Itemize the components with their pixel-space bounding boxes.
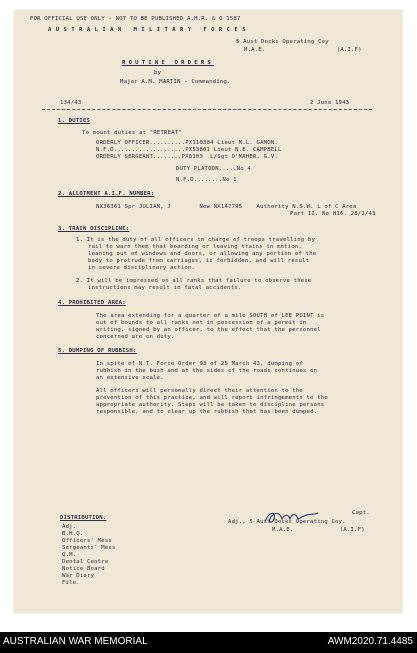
- distribution-item: Officers' Mess: [62, 538, 112, 544]
- unit-name: 5 Aust Docks Operating Coy: [236, 39, 329, 45]
- section-4-heading: 4. PROHIBITED AREA:: [58, 300, 126, 306]
- section-2-heading: 2. ALLOTMENT A.I.F. NUMBER:: [58, 191, 155, 197]
- paragraph-line: In spite of N.T. Force Order 93 of 25 March 43, dumping of: [96, 361, 303, 367]
- duty-row: ORDERLY OFFICER..........PX110384 Lieut M.L. GAMON.: [96, 140, 278, 146]
- distribution-item: Sergeants' Mess: [62, 545, 116, 551]
- paragraph-line: 1. It is the duty of all officers in charge of troops travelling by: [76, 237, 316, 243]
- duty-row: DUTY PLATOON.....No 4: [176, 166, 251, 172]
- distribution-item: Adj.: [62, 524, 77, 530]
- section-2-line: NX36361 Spr JULIAN, J New NX147795 Authority N.S.W. L of C Area: [96, 204, 357, 210]
- paragraph-line: concerned are on duty.: [96, 334, 175, 340]
- paragraph-line: All officers will personally direct their attention to the: [96, 388, 303, 394]
- paragraph-line: prevention of this practice, and will report infringements to the: [96, 395, 328, 401]
- paragraph-line: in severe disciplinary action.: [88, 265, 196, 271]
- section-2-line: Part II. No H16. 28/2/43: [290, 211, 376, 217]
- section-3-heading: 3. TRAIN DISCIPLINE:: [58, 226, 130, 232]
- paragraph-line: 2. It will be impressed on all ranks that failure to observe these: [76, 278, 312, 284]
- duty-row: N.F.D....................PX53801 Lieut N.E. CAMPBELL: [96, 147, 282, 153]
- order-number: 134/43: [60, 100, 82, 106]
- paragraph-line: an extensive scale.: [96, 375, 164, 381]
- section-1-intro: To mount duties at "RETREAT": [82, 130, 182, 136]
- signature-rank: Capt.: [352, 510, 370, 516]
- institution-name: AUSTRALIAN WAR MEMORIAL: [3, 636, 148, 647]
- caption-bar: [0, 632, 417, 653]
- accession-number: AWM2020.71.4485: [327, 636, 413, 647]
- distribution-item: Q.M.: [62, 552, 77, 558]
- paragraph-line: appropriate authority. Steps will be taken to discipline persons: [96, 402, 325, 408]
- paragraph-line: writing, signed by an officer, to the effect that the personnel: [96, 327, 321, 333]
- paragraph-line: rail to warn them that boarding or leaving trains in motion,: [88, 244, 303, 250]
- order-date: 2 June 1943: [310, 100, 350, 106]
- duty-row: ORDERLY SERGEANT........PX8103 L/Sgt O'MAHER, G.V.: [96, 154, 278, 160]
- signature-line: Adj., 5 Aust Docks Operating Coy.: [228, 519, 346, 525]
- distribution-item: File.: [62, 580, 80, 586]
- document-page: [14, 10, 402, 613]
- distribution-item: War Diary: [62, 573, 95, 579]
- paragraph-line: body to protrude from carriages, is forbidden, and will result: [88, 258, 310, 264]
- paragraph-line: responsible, and to clear up the rubbish that has been dumped.: [96, 409, 318, 415]
- classification-header: FOR OFFICIAL USE ONLY - NOT TO BE PUBLISHED A.M.R. & O 1587: [30, 16, 241, 22]
- distribution-heading: DISTRIBUTION.: [60, 515, 107, 521]
- paragraph-line: instructions may result in fatal accidents.: [88, 285, 242, 291]
- force-title: AUSTRALIAN MILITARY FORCES: [48, 27, 250, 33]
- separator-line: [42, 109, 372, 110]
- orders-title: ROUTINE ORDERS: [122, 60, 214, 66]
- paragraph-line: leaning out of windows and doors, or allowing any portion of the: [88, 251, 317, 257]
- paragraph-line: out of bounds to all ranks not in possession of a permit in: [96, 320, 307, 326]
- paragraph-line: The area extending for a quarter of a mile SOUTH of LEE POINT is: [96, 313, 325, 319]
- signature-line: M.A.E. (A.I.F): [272, 527, 365, 533]
- paragraph-line: rubbish in the bush and at the sides of the roads continues on: [96, 368, 318, 374]
- unit-subtitle: M.A.E. (A.I.F): [244, 47, 362, 53]
- distribution-item: B.H.Q.: [62, 531, 84, 537]
- by-label: by: [154, 70, 162, 76]
- section-1-heading: 1. DUTIES: [58, 118, 91, 124]
- distribution-item: Notice Board: [62, 566, 105, 572]
- duty-row: N.F.D........No 1: [176, 177, 237, 183]
- section-5-heading: 5. DUMPING OF RUBBISH:: [58, 348, 137, 354]
- distribution-item: Dental Centre: [62, 559, 109, 565]
- commander-line: Major A.M. MARTIN - Commanding.: [120, 79, 231, 85]
